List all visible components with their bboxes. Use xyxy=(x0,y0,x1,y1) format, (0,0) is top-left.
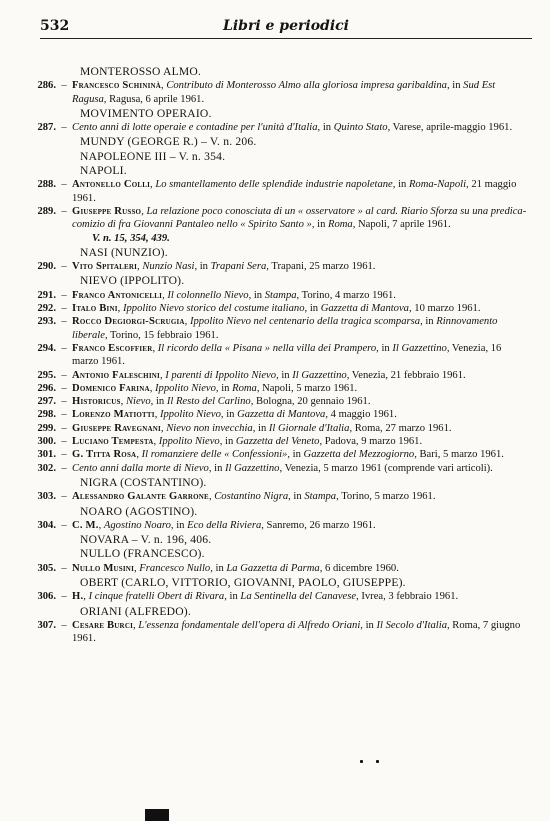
entry-in: , in xyxy=(446,80,464,92)
entry-title: La relazione poco conosciuta di un « osservatore » al card. Riario Sforza su una predica-comizio di fra Giovanni Pantaleo nello « Spirito Santo » xyxy=(72,205,527,231)
entry-author: Lorenzo Matiotti xyxy=(72,409,155,421)
entry-periodical: Il Secolo d'Italia xyxy=(376,619,447,631)
entry-details: , Torino, 5 marzo 1961. xyxy=(336,491,436,503)
entry-details: , Ivrea, 3 febbraio 1961. xyxy=(356,591,459,603)
entry-number: 286. xyxy=(37,80,56,92)
entry-author: H. xyxy=(72,591,84,603)
entry-title: Il ricordo della « Pisana » nella villa dei Prampero xyxy=(157,342,377,354)
entry-author: Antonello Colli xyxy=(72,179,151,191)
subject-heading: NAPOLEONE III – V. n. 354. xyxy=(80,149,226,163)
entry-dash: – xyxy=(61,436,67,448)
bibliography-entry xyxy=(30,519,530,532)
entry-periodical: Roma xyxy=(232,382,257,394)
subject-heading: NOVARA – V. n. 196, 406. xyxy=(80,533,212,547)
bibliography-entry xyxy=(30,408,530,421)
entry-details: , 6 dicembre 1960. xyxy=(319,562,399,574)
entry-title: Agostino Noaro xyxy=(103,519,171,531)
entry-periodical: Gazzetta del Mezzogiorno xyxy=(303,449,415,461)
bibliography-entry xyxy=(30,448,530,461)
entry-in: , in xyxy=(276,369,293,381)
entry-text: Franco Escoffier, Il ricordo della « Pisana » nella villa dei Prampero, in Il Gazzettino, Venezia, 16 marzo 1961. xyxy=(72,342,502,368)
entry-text: Lorenzo Matiotti, Ippolito Nievo, in Gazzetta di Mantova, 4 maggio 1961. xyxy=(72,409,397,421)
subject-heading: NIEVO (IPPOLITO). xyxy=(80,274,185,288)
bibliography-list xyxy=(30,64,530,645)
entry-in: , in xyxy=(219,436,236,448)
entry-periodical: Il Giornale d'Italia xyxy=(268,422,350,434)
entry-title: Contributo di Monterosso Almo alla gloriosa impresa garibaldina xyxy=(166,80,447,92)
subject-heading: MONTEROSSO ALMO. xyxy=(80,65,202,78)
entry-text: Antonio Faleschini, I parenti di Ippolito Nievo, in Il Gazzettino, Venezia, 21 febbraio 1961. xyxy=(72,369,466,381)
entry-in: , in xyxy=(150,396,167,408)
entry-dash: – xyxy=(61,205,67,217)
entry-number: 291. xyxy=(37,289,56,301)
entry-details: , Sanremo, 26 marzo 1961. xyxy=(261,519,376,531)
entry-number: 295. xyxy=(37,369,56,381)
entry-title: Cento anni dalla morte di Nievo xyxy=(72,462,209,474)
entry-in: , in xyxy=(392,179,409,191)
entry-number: 299. xyxy=(37,422,56,434)
entry-title: Cento anni di lotte operaie e contadine per l'unità d'Italia xyxy=(72,122,318,134)
bibliography-entry xyxy=(30,178,530,205)
entry-title: L'essenza fondamentale dell'opera di Alfredo Oriani xyxy=(138,619,361,631)
entry-title: Francesco Nullo xyxy=(139,562,211,574)
entry-number: 306. xyxy=(37,591,56,603)
page-header xyxy=(40,18,532,39)
bibliography-entry xyxy=(30,462,530,475)
entry-periodical: Quinto Stato xyxy=(333,122,388,134)
entry-text xyxy=(72,121,530,134)
entry-dash: – xyxy=(61,80,67,92)
entry-number: 288. xyxy=(37,179,56,191)
entry-author: C. M. xyxy=(72,519,99,531)
entry-details: , Venezia, 5 marzo 1961 (comprende vari articoli). xyxy=(279,462,493,474)
bibliography-entry xyxy=(30,590,530,603)
entry-title: I parenti di Ippolito Nievo xyxy=(165,369,277,381)
entry-text: Cesare Burci, L'essenza fondamentale dell'opera di Alfredo Oriani, in Il Secolo d'Italia, Roma, 7 giugno 1961. xyxy=(72,619,521,645)
bibliography-entry xyxy=(30,342,530,369)
entry-dash: – xyxy=(61,122,67,134)
entry-in: , in xyxy=(170,519,188,531)
entry-periodical: Stampa xyxy=(304,491,337,503)
entry-dash: – xyxy=(61,342,67,354)
entry-text: Alessandro Galante Garrone, Costantino Nigra, in Stampa, Torino, 5 marzo 1961. xyxy=(72,491,436,503)
entry-text: Francesco Schininà, Contributo di Monterosso Almo alla gloriosa impresa garibaldina, in Sud Est Ragusa, Ragusa, 6 aprile 1961. xyxy=(72,80,496,105)
entry-author: Domenico Farina xyxy=(72,382,150,394)
entry-details: , 4 maggio 1961. xyxy=(325,409,397,421)
entry-text: H., I cinque fratelli Obert di Rivara, in La Sentinella del Canavese, Ivrea, 3 febbraio 1961. xyxy=(72,591,459,603)
entry-text: Rocco Degiorgi-Scrugia, Ippolito Nievo nel centenario della tragica scomparsa, in Rinnovamento liberale, Torino, 15 febbraio 1961. xyxy=(72,316,498,341)
entry-in: , in xyxy=(248,289,265,301)
entry-dash: – xyxy=(61,422,67,434)
bibliography-entry xyxy=(30,302,530,315)
entry-in: , in xyxy=(287,449,304,461)
entry-periodical: La Gazzetta di Parma xyxy=(226,562,320,574)
ink-speck xyxy=(360,760,363,763)
entry-dash: – xyxy=(61,396,67,408)
bibliography-entry xyxy=(30,490,530,503)
entry-title: Ippolito Nievo storico del costume italiano xyxy=(122,303,305,315)
cross-reference: V. n. 15, 354, 439. xyxy=(92,232,170,244)
subject-heading: NASI (NUNZIO). xyxy=(80,245,168,259)
entry-details: , Venezia, 16 marzo 1961. xyxy=(72,342,502,368)
entry-details: , 21 maggio 1961. xyxy=(72,179,517,204)
bibliography-entry xyxy=(30,205,530,232)
entry-number: 287. xyxy=(37,122,56,134)
entry-in: , in xyxy=(224,591,241,603)
entry-author: Vito Spitaleri xyxy=(72,261,138,273)
bibliography-entry xyxy=(30,562,530,575)
entry-text: Giuseppe Ravegnani, Nievo non invecchia, in Il Giornale d'Italia, Roma, 27 marzo 1961. xyxy=(72,422,452,434)
entry-dash: – xyxy=(61,179,67,191)
entry-periodical: La Sentinella del Canavese xyxy=(240,591,357,603)
entry-dash: – xyxy=(61,382,67,394)
entry-in: , in xyxy=(215,382,233,394)
entry-number: 304. xyxy=(37,519,56,531)
entry-dash: – xyxy=(61,619,67,631)
entry-author: Alessandro Galante Garrone xyxy=(72,491,209,503)
bibliography-entry xyxy=(30,369,530,382)
entry-details: , Trapani, 25 marzo 1961. xyxy=(266,261,376,273)
entry-periodical: Roma xyxy=(328,219,353,231)
entry-author: Luciano Tempesta xyxy=(72,436,154,448)
subject-heading: MOVIMENTO OPERAIO. xyxy=(80,106,212,120)
entry-periodical: Sud Est Ragusa xyxy=(72,80,496,105)
entry-details: , Torino, 4 marzo 1961. xyxy=(296,289,396,301)
entry-in: , in xyxy=(288,491,305,503)
subject-heading: MUNDY (GEORGE R.) – V. n. 206. xyxy=(80,135,257,149)
bibliography-entry xyxy=(30,289,530,302)
entry-title: Lo smantellamento delle splendide industrie napoletane xyxy=(155,179,393,191)
entry-number: 289. xyxy=(37,205,56,217)
entry-in: , in xyxy=(220,409,238,421)
entry-details: , Padova, 9 marzo 1961. xyxy=(319,436,423,448)
entry-title: Ippolito Nievo xyxy=(155,382,216,394)
entry-number: 292. xyxy=(37,303,56,315)
entry-title: Nunzio Nasi xyxy=(142,261,195,273)
entry-author: Giuseppe Russo xyxy=(72,205,142,217)
entry-text: Italo Bini, Ippolito Nievo storico del costume italiano, in Gazzetta di Mantova, 10 marzo 1961. xyxy=(72,303,481,315)
entry-title: Costantino Nigra xyxy=(214,491,289,503)
entry-title: Ippolito Nievo xyxy=(159,409,221,421)
subject-heading: NOARO (AGOSTINO). xyxy=(80,504,198,518)
bibliography-entry xyxy=(30,435,530,448)
entry-text: Domenico Farina, Ippolito Nievo, in Roma, Napoli, 5 marzo 1961. xyxy=(72,382,358,394)
entry-in: , in xyxy=(252,422,269,434)
entry-number: 305. xyxy=(37,562,56,574)
entry-author: Rocco Degiorgi-Scrugia xyxy=(72,316,185,328)
entry-details: , Bologna, 20 gennaio 1961. xyxy=(250,396,371,408)
subject-heading: OBERT (CARLO, VITTORIO, GIOVANNI, PAOLO, GIUSEPPE). xyxy=(80,575,406,589)
entry-details: , Napoli, 5 marzo 1961. xyxy=(256,382,358,394)
entry-dash: – xyxy=(61,462,67,474)
entry-periodical: Gazzetta di Mantova xyxy=(237,409,326,421)
bibliography-entry xyxy=(30,619,530,646)
entry-in: , in xyxy=(194,261,211,273)
ink-speck xyxy=(376,760,379,763)
ink-blot xyxy=(145,809,169,821)
entry-author: Franco Antonicelli xyxy=(72,289,163,301)
entry-author: Nullo Musini xyxy=(72,562,134,574)
bibliography-entry xyxy=(30,121,530,134)
entry-details: , Venezia, 21 febbraio 1961. xyxy=(346,369,466,381)
entry-text: Nullo Musini, Francesco Nullo, in La Gazzetta di Parma, 6 dicembre 1960. xyxy=(72,562,399,574)
entry-dash: – xyxy=(61,303,67,315)
subject-heading: ORIANI (ALFREDO). xyxy=(80,604,191,618)
entry-dash: – xyxy=(61,409,67,421)
entry-in: , in xyxy=(376,342,393,354)
bibliography-entry xyxy=(30,79,530,106)
bibliography-entry xyxy=(30,315,530,342)
bibliography-entry xyxy=(30,422,530,435)
entry-author: Francesco Schininà xyxy=(72,80,162,92)
entry-author: Giuseppe Ravegnani xyxy=(72,422,161,434)
entry-number: 296. xyxy=(37,382,56,394)
entry-details: , Roma, 27 marzo 1961. xyxy=(349,422,452,434)
entry-dash: – xyxy=(61,491,67,503)
entry-text: Luciano Tempesta, Ippolito Nievo, in Gazzetta del Veneto, Padova, 9 marzo 1961. xyxy=(72,436,423,448)
entry-periodical: Eco della Riviera xyxy=(187,519,262,531)
entry-dash: – xyxy=(61,519,67,531)
entry-in: , in xyxy=(420,316,437,328)
subject-heading: NULLO (FRANCESCO). xyxy=(80,547,205,561)
entry-in: , in xyxy=(311,219,329,231)
subject-heading: NAPOLI. xyxy=(80,164,127,178)
entry-author: Antonio Faleschini xyxy=(72,369,160,381)
entry-in: , in xyxy=(210,562,227,574)
entry-details: , 10 marzo 1961. xyxy=(408,303,481,315)
entry-text: Giuseppe Russo, La relazione poco conosciuta di un « osservatore » al card. Riario Sforza su una predica-comizio di fra Giovanni Pantaleo nello « Spirito Santo », in Roma, Napoli, 7 aprile 1961. xyxy=(72,205,527,231)
entry-number: 302. xyxy=(37,462,56,474)
entry-dash: – xyxy=(61,261,67,273)
entry-periodical: Gazzetta di Mantova xyxy=(320,303,409,315)
entry-in: , in xyxy=(208,462,226,474)
entry-author: Franco Escoffier xyxy=(72,342,153,354)
entry-periodical: Il Gazzettino xyxy=(292,369,347,381)
entry-number: 293. xyxy=(37,316,56,328)
entry-periodical: Gazzetta del Veneto xyxy=(235,436,320,448)
entry-number: 301. xyxy=(37,449,56,461)
entry-details: , Roma, 7 giugno 1961. xyxy=(72,619,521,645)
entry-details: , Ragusa, 6 aprile 1961. xyxy=(103,93,205,105)
entry-periodical: Rinnovamento liberale xyxy=(72,316,498,341)
entry-title: Ippolito Nievo xyxy=(158,436,220,448)
entry-number: 290. xyxy=(37,261,56,273)
entry-dash: – xyxy=(61,316,67,328)
entry-dash: – xyxy=(61,449,67,461)
entry-text: Vito Spitaleri, Nunzio Nasi, in Trapani Sera, Trapani, 25 marzo 1961. xyxy=(72,261,376,273)
entry-text: Antonello Colli, Lo smantellamento delle splendide industrie napoletane, in Roma-Napoli, 21 maggio 1961. xyxy=(72,179,517,204)
entry-details: , Varese, aprile-maggio 1961. xyxy=(387,122,513,134)
entry-periodical: Il Gazzettino xyxy=(392,342,447,354)
entry-title: Il romanziere delle « Confessioni» xyxy=(141,449,288,461)
entry-dash: – xyxy=(61,591,67,603)
entry-details: , Bari, 5 marzo 1961. xyxy=(414,449,504,461)
page-number: 532 xyxy=(40,18,70,34)
entry-dash: – xyxy=(61,562,67,574)
entry-number: 300. xyxy=(37,436,56,448)
entry-in: , in xyxy=(360,619,377,631)
bibliography-entry xyxy=(30,395,530,408)
entry-periodical: Roma-Napoli xyxy=(408,179,467,191)
entry-number: 294. xyxy=(37,342,56,354)
bibliography-entry xyxy=(30,382,530,395)
entry-details: , Torino, 15 febbraio 1961. xyxy=(104,329,219,341)
entry-title: I cinque fratelli Obert di Rivara xyxy=(88,591,225,603)
entry-dash: – xyxy=(61,369,67,381)
entry-in: , in xyxy=(304,303,321,315)
entry-author: G. Titta Rosa xyxy=(72,449,137,461)
entry-text xyxy=(72,462,530,475)
entry-title: Ippolito Nievo nel centenario della tragica scomparsa xyxy=(189,316,421,328)
entry-text: Franco Antonicelli, Il colonnello Nievo, in Stampa, Torino, 4 marzo 1961. xyxy=(72,289,396,301)
entry-periodical: Il Resto del Carlino xyxy=(166,396,251,408)
entry-author: Cesare Burci xyxy=(72,619,133,631)
entry-title: Il colonnello Nievo xyxy=(167,289,249,301)
entry-periodical: Stampa xyxy=(264,289,297,301)
subject-heading: NIGRA (COSTANTINO). xyxy=(80,475,207,489)
entry-number: 303. xyxy=(37,491,56,503)
entry-number: 307. xyxy=(37,619,56,631)
bibliography-entry xyxy=(30,260,530,273)
entry-title: Nievo xyxy=(125,396,151,408)
entry-dash: – xyxy=(61,289,67,301)
entry-number: 298. xyxy=(37,409,56,421)
entry-periodical: Il Gazzettino xyxy=(225,462,280,474)
entry-title: Nievo non invecchia xyxy=(166,422,253,434)
entry-text: C. M., Agostino Noaro, in Eco della Riviera, Sanremo, 26 marzo 1961. xyxy=(72,519,376,531)
entry-text: G. Titta Rosa, Il romanziere delle « Confessioni», in Gazzetta del Mezzogiorno, Bari, 5 marzo 1961. xyxy=(72,449,504,461)
entry-text: Historicus, Nievo, in Il Resto del Carlino, Bologna, 20 gennaio 1961. xyxy=(72,396,371,408)
entry-number: 297. xyxy=(37,396,56,408)
running-title: Libri e periodici xyxy=(223,18,349,34)
entry-in: , in xyxy=(317,122,334,134)
entry-periodical: Trapani Sera xyxy=(210,261,267,273)
entry-author: Historicus xyxy=(72,396,121,408)
entry-author: Italo Bini xyxy=(72,303,118,315)
entry-details: , Napoli, 7 aprile 1961. xyxy=(352,219,451,231)
